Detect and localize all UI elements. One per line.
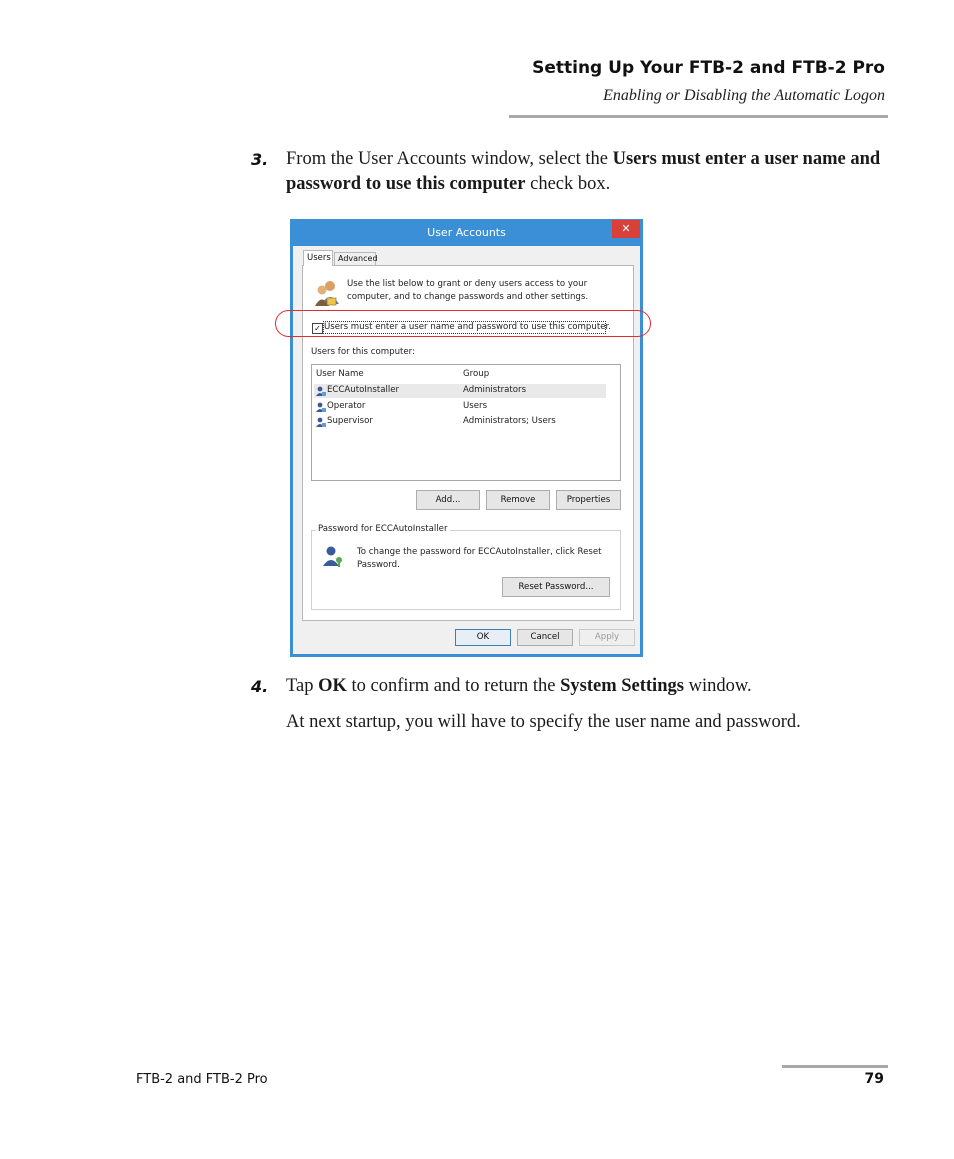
dialog-body	[293, 246, 640, 654]
step-3-text-after: check box.	[525, 174, 611, 194]
step-4-text-c: window.	[683, 676, 752, 696]
page-number: 79	[864, 1071, 884, 1087]
properties-button[interactable]: Properties	[556, 490, 621, 510]
apply-button[interactable]: Apply	[579, 629, 635, 646]
step-3-text	[286, 147, 886, 197]
reset-password-button[interactable]: Reset Password...	[502, 577, 610, 597]
page-header-subtitle: Enabling or Disabling the Automatic Logon	[603, 87, 885, 104]
cancel-button[interactable]: Cancel	[517, 629, 573, 646]
table-row[interactable]	[314, 400, 606, 414]
tab-users[interactable]: Users	[303, 250, 333, 266]
user-icon	[316, 417, 326, 427]
step-4-text-a: Tap	[286, 676, 319, 696]
header-rule	[509, 115, 888, 118]
user-key-icon	[321, 544, 345, 568]
step-4-bold-ok: OK	[318, 676, 347, 696]
column-header-group[interactable]: Group	[463, 369, 490, 379]
row-user-name: Supervisor	[327, 416, 373, 426]
row-user-name: ECCAutoInstaller	[327, 385, 400, 395]
step-3-text-before: From the User Accounts window, select the	[286, 149, 613, 169]
step-3-bold: Users must enter a user name and password to use this computer	[286, 149, 881, 194]
remove-button[interactable]: Remove	[486, 490, 550, 510]
ok-button[interactable]: OK	[455, 629, 511, 646]
table-row[interactable]	[314, 384, 606, 398]
footer-product-name: FTB-2 and FTB-2 Pro	[136, 1072, 268, 1087]
row-group: Administrators	[463, 385, 527, 395]
footer-rule	[782, 1065, 888, 1068]
users-list[interactable]	[311, 364, 621, 481]
column-header-user-name[interactable]: User Name	[316, 369, 364, 379]
close-button[interactable]: ✕	[612, 220, 640, 238]
intro-line-2: computer, and to change passwords and other settings.	[347, 292, 589, 302]
page-header-title: Setting Up Your FTB-2 and FTB-2 Pro	[532, 58, 885, 78]
table-row[interactable]	[314, 415, 606, 429]
row-group: Users	[463, 401, 488, 411]
users-icon	[313, 278, 341, 308]
tab-advanced[interactable]: Advanced	[334, 252, 376, 265]
password-groupbox	[311, 524, 621, 610]
password-group-legend: Password for ECCAutoInstaller	[318, 524, 448, 534]
step-4-text	[286, 674, 752, 699]
user-icon	[316, 386, 326, 396]
step-number-3: 3.	[251, 150, 269, 169]
password-info-line-2: Password.	[357, 560, 400, 570]
users-for-computer-label: Users for this computer:	[311, 347, 415, 357]
user-accounts-dialog	[290, 219, 643, 657]
require-password-label[interactable]: Users must enter a user name and password to use this computer.	[324, 322, 611, 332]
user-icon	[316, 402, 326, 412]
step-4-text-b: to confirm and to return the	[346, 676, 561, 696]
intro-line-1: Use the list below to grant or deny users access to your	[347, 279, 588, 289]
step-number-4: 4.	[251, 677, 269, 696]
step-4-bold-system-settings: System Settings	[560, 676, 684, 696]
password-info-line-1: To change the password for ECCAutoInstaller, click Reset	[357, 547, 602, 557]
checkbox-highlight-ellipse	[275, 310, 651, 337]
dialog-title: User Accounts	[427, 226, 506, 239]
row-group: Administrators; Users	[463, 416, 556, 426]
add-button[interactable]: Add...	[416, 490, 480, 510]
row-user-name: Operator	[327, 401, 366, 411]
require-password-checkbox[interactable]: ✓	[312, 323, 323, 334]
startup-note: At next startup, you will have to specify the user name and password.	[286, 712, 801, 732]
